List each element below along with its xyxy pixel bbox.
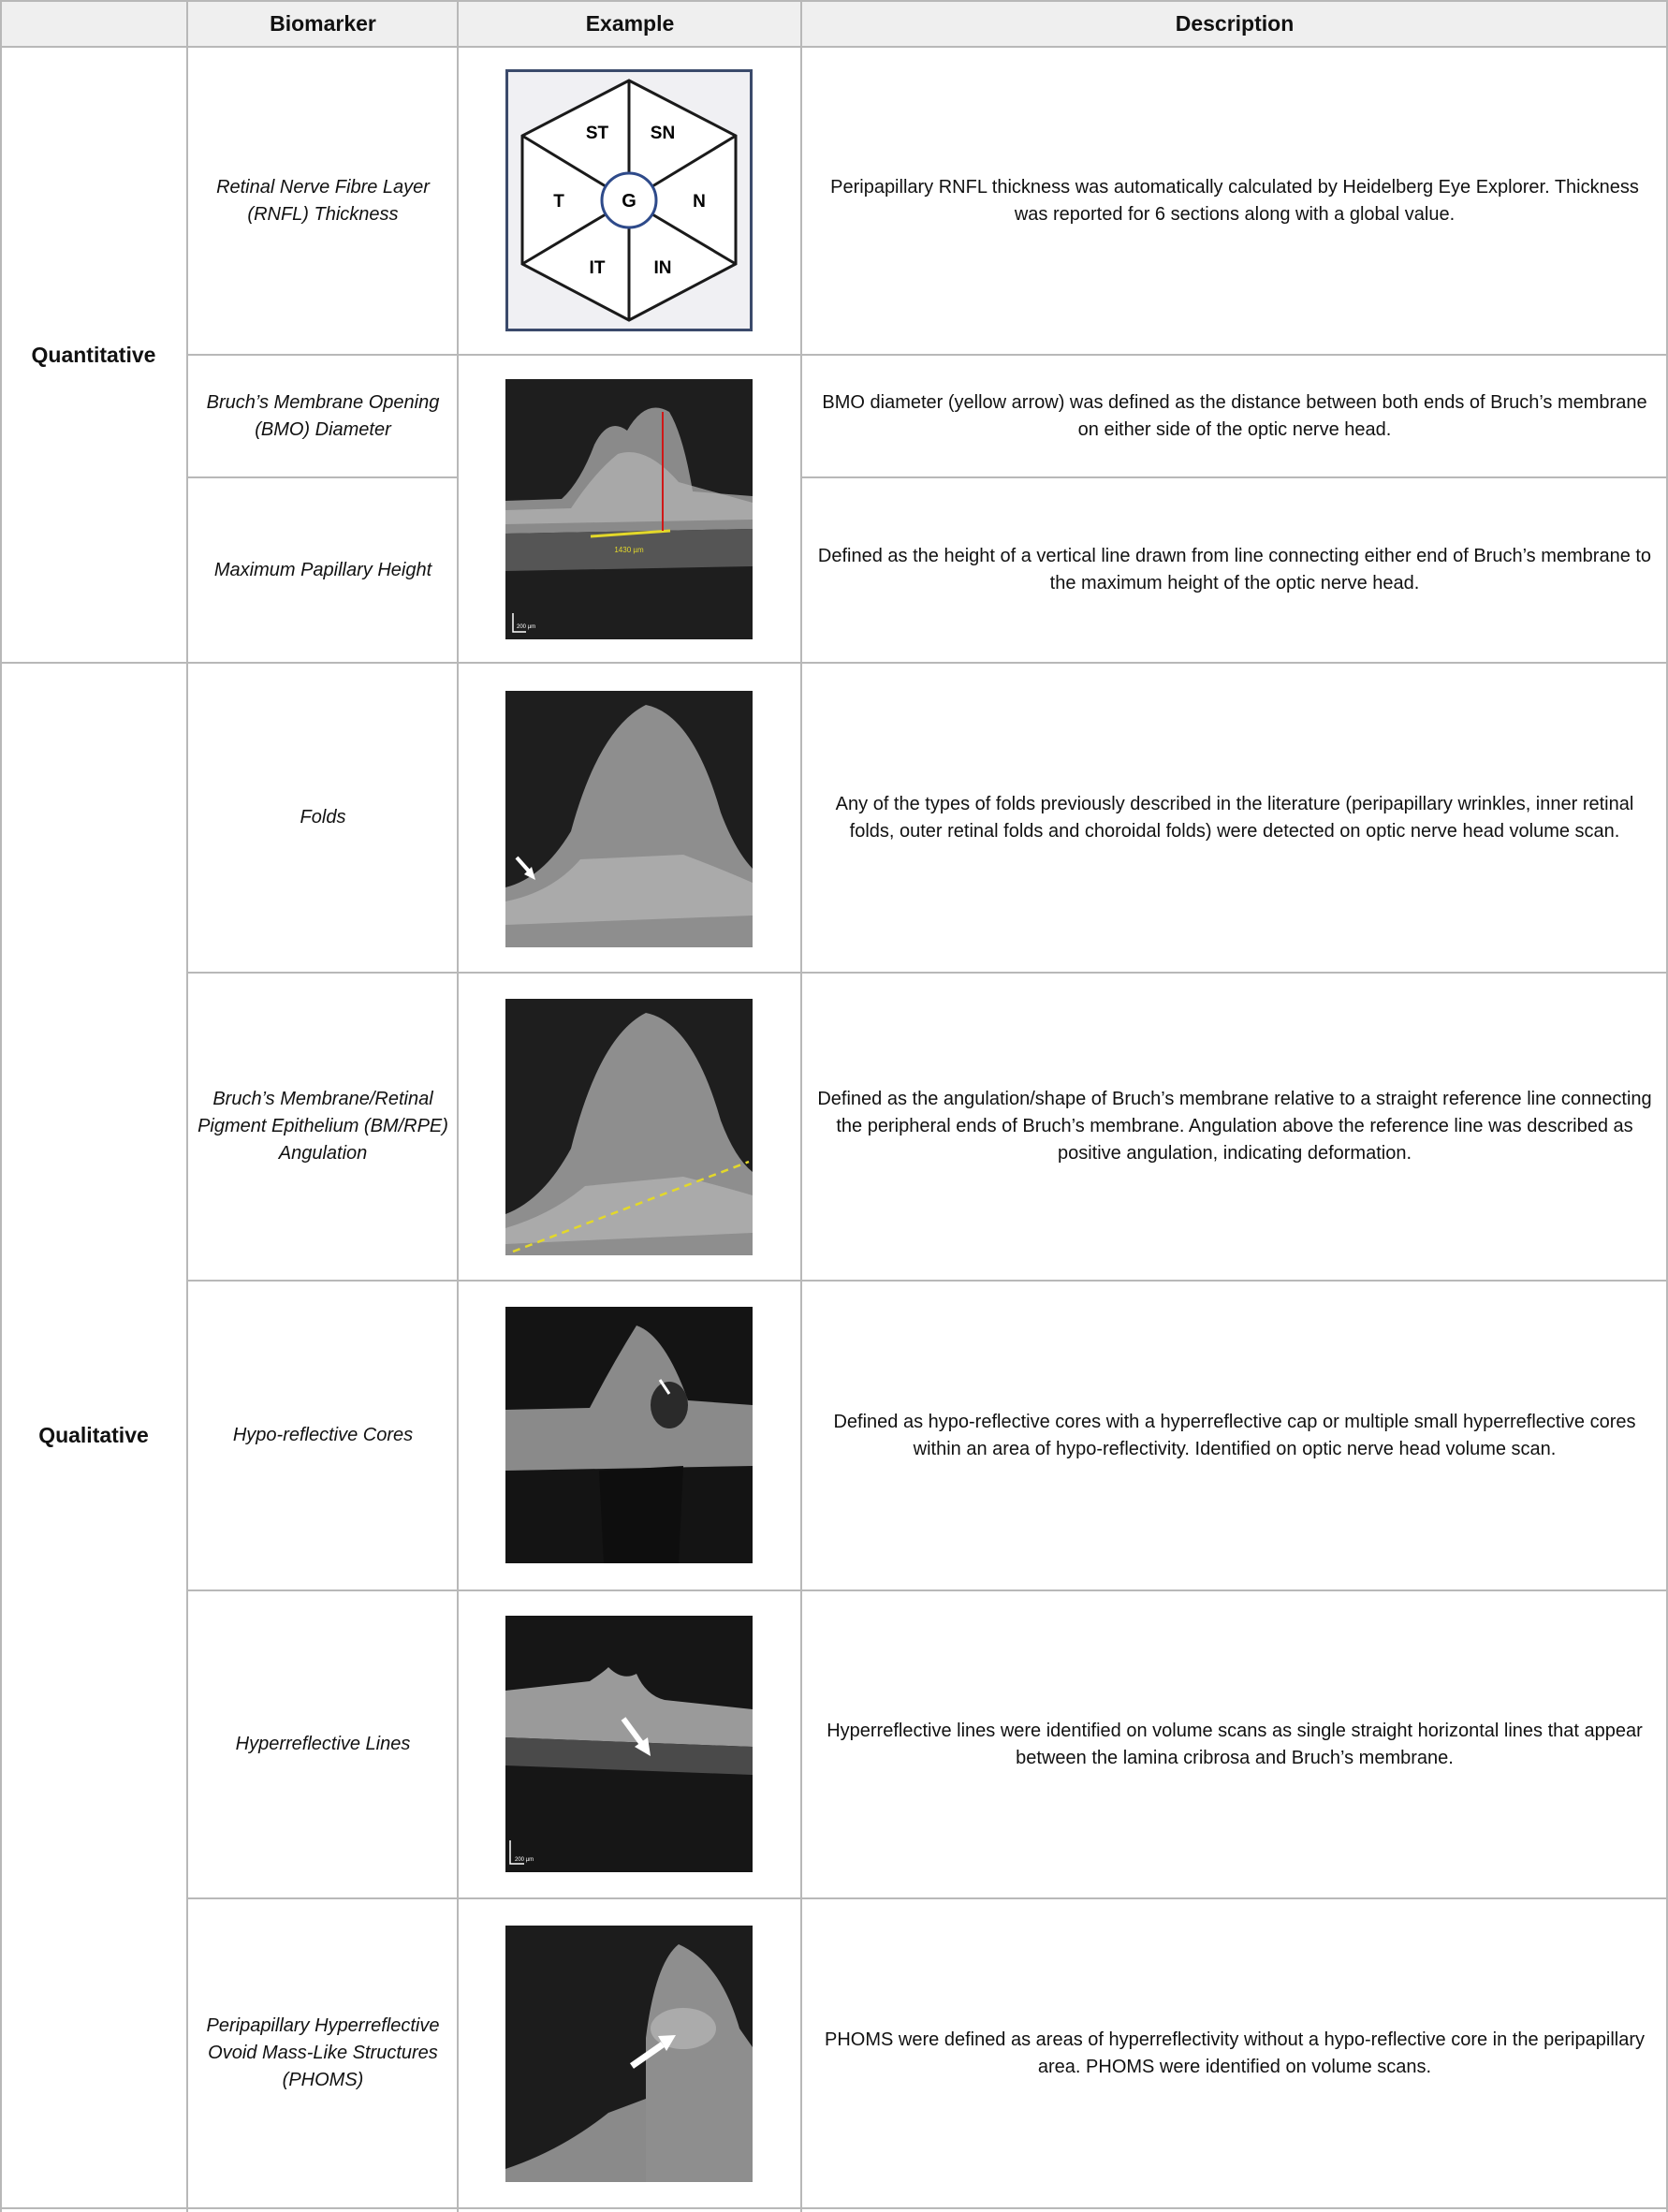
category-qualitative: Qualitative xyxy=(38,1423,149,1447)
sector-label-t: T xyxy=(553,192,564,212)
header-empty-cell xyxy=(0,0,187,47)
grid-line xyxy=(0,2207,1668,2209)
oct-scan-svg xyxy=(505,691,753,947)
biomarker-hypo-reflective-cores: Hypo-reflective Cores xyxy=(232,1425,414,1445)
sector-label-it: IT xyxy=(589,258,606,278)
oct-scan-bmo-height xyxy=(505,379,753,639)
sector-label-st: ST xyxy=(585,124,609,143)
description-hyperreflective-lines: Hyperreflective lines were identified on volume scans as single straight horizontal lines that appear between the lamina cribrosa and Bruch’s membrane. xyxy=(827,1720,1643,1768)
biomarker-phoms: Peripapillary Hyperreflective Ovoid Mass-Like Structures (PHOMS) xyxy=(206,2015,440,2090)
grid-line xyxy=(186,0,188,2212)
biomarker-folds: Folds xyxy=(300,807,346,828)
oct-scan-angulation xyxy=(505,999,753,1255)
sector-label-g: G xyxy=(622,191,636,212)
sector-label-in: IN xyxy=(653,258,672,278)
biomarker-bmo-diameter: Bruch’s Membrane Opening (BMO) Diameter xyxy=(206,391,440,440)
header-biomarker: Biomarker xyxy=(187,0,459,47)
oct-scan-svg xyxy=(505,379,753,639)
grid-line xyxy=(800,0,802,2212)
biomarker-hyperreflective-lines: Hyperreflective Lines xyxy=(235,1734,411,1754)
description-rnfl-thickness: Peripapillary RNFL thickness was automatically calculated by Heidelberg Eye Explorer. Thickness was reported for 6 sections along with a global value. xyxy=(830,176,1639,225)
oct-scan-hypo-cores xyxy=(505,1307,753,1563)
description-folds: Any of the types of folds previously described in the literature (peripapillary wrinkles, inner retinal folds, outer retinal folds and choroidal folds) were detected on optic nerve head volume scan. xyxy=(835,793,1634,842)
description-hypo-reflective-cores: Defined as hypo-reflective cores with a hyperreflective cap or multiple small hyperreflective cores within an area of hypo-reflectivity. Identified on optic nerve head volume scan. xyxy=(833,1411,1636,1459)
scale-bar-label: 200 µm xyxy=(515,1857,534,1863)
shadow-region xyxy=(599,1466,683,1563)
description-phoms: PHOMS were defined as areas of hyperreflectivity without a hypo-reflective core in the peripapillary area. PHOMS were identified on volume scans. xyxy=(825,2029,1645,2077)
oct-scan-svg xyxy=(505,1616,753,1872)
oct-scan-folds xyxy=(505,691,753,947)
header-description: Description xyxy=(801,0,1668,47)
rnfl-sector-diagram xyxy=(505,69,753,331)
header-example: Example xyxy=(459,0,801,47)
category-quantitative: Quantitative xyxy=(31,342,156,367)
oct-scan-svg xyxy=(505,1926,753,2182)
hypo-reflective-core xyxy=(651,1382,688,1428)
description-bmo-diameter: BMO diameter (yellow arrow) was defined as the distance between both ends of Bruch’s membrane on either side of the optic nerve head. xyxy=(822,391,1647,440)
oct-scan-svg xyxy=(505,999,753,1255)
sector-label-n: N xyxy=(693,192,706,212)
biomarker-bm-rpe-angulation: Bruch’s Membrane/Retinal Pigment Epithelium (BM/RPE) Angulation xyxy=(198,1089,448,1164)
bmo-measure-label: 1430 µm xyxy=(614,546,644,554)
grid-line xyxy=(457,0,459,2212)
rnfl-sector-svg xyxy=(505,69,753,331)
description-bm-rpe-angulation: Defined as the angulation/shape of Bruch’s membrane relative to a straight reference line connecting the peripheral ends of Bruch’s membrane. Angulation above the reference line was described as positive angulation, indicating deformation. xyxy=(817,1089,1652,1164)
grid-line xyxy=(0,0,1668,2)
oct-scan-phoms xyxy=(505,1926,753,2182)
oct-scan-hyperreflective-lines xyxy=(505,1616,753,1872)
biomarker-rnfl-thickness: Retinal Nerve Fibre Layer (RNFL) Thickness xyxy=(216,176,430,225)
oct-scan-svg xyxy=(505,1307,753,1563)
scale-bar-label: 200 µm xyxy=(517,624,536,630)
sector-label-sn: SN xyxy=(650,124,676,143)
biomarker-max-papillary-height: Maximum Papillary Height xyxy=(213,559,432,580)
description-max-papillary-height: Defined as the height of a vertical line drawn from line connecting either end of Bruch’s membrane to the maximum height of the optic nerve head. xyxy=(817,546,1652,593)
